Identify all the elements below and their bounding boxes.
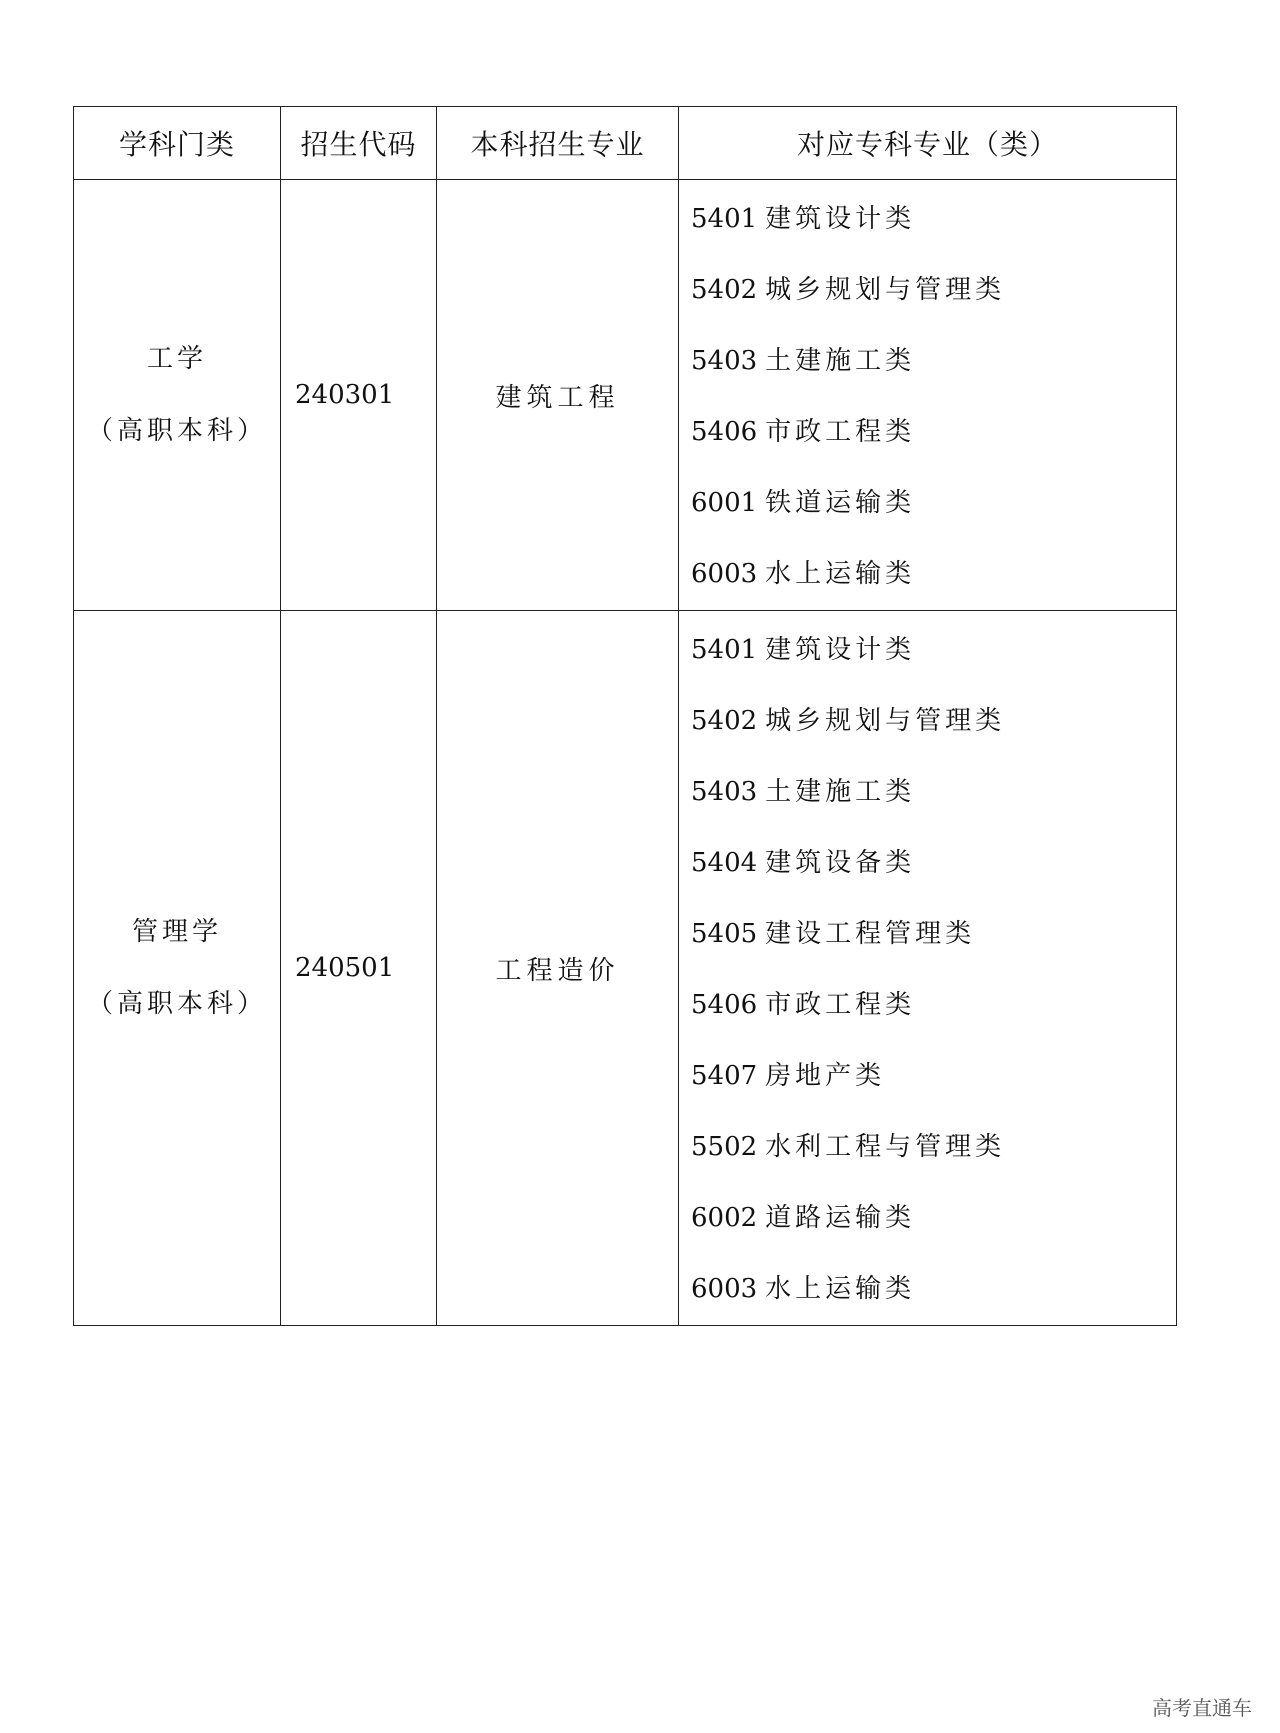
table-header-row — [74, 107, 1177, 180]
specialty-code: 6003 — [691, 559, 758, 589]
header-category: 学科门类 — [74, 107, 281, 180]
specialty-name: 土建施工类 — [765, 777, 916, 807]
specialty-name: 城乡规划与管理类 — [765, 275, 1006, 305]
list-item — [691, 1041, 1176, 1112]
table-row — [74, 180, 1177, 611]
specialty-name: 建筑设计类 — [765, 635, 916, 665]
specialty-name: 城乡规划与管理类 — [765, 706, 1006, 736]
category-note: （高职本科） — [86, 416, 267, 446]
specialty-code: 6002 — [691, 1203, 758, 1233]
list-item — [691, 615, 1176, 686]
header-specialty: 对应专科专业（类） — [679, 107, 1177, 180]
list-item — [691, 539, 1176, 610]
list-item — [691, 1183, 1176, 1254]
watermark-logo: 高考直通车 — [1152, 1696, 1252, 1720]
specialty-name: 土建施工类 — [765, 346, 916, 376]
list-item — [691, 468, 1176, 539]
category-note: （高职本科） — [86, 989, 267, 1019]
list-item — [691, 184, 1176, 255]
enrollment-code: 240301 — [281, 180, 437, 611]
specialty-name: 水上运输类 — [765, 559, 916, 589]
specialty-code: 6003 — [691, 1274, 758, 1304]
specialty-code: 5406 — [691, 417, 758, 447]
specialty-code: 5403 — [691, 777, 758, 807]
list-item — [691, 397, 1176, 468]
specialty-code: 5405 — [691, 919, 758, 949]
specialty-name: 道路运输类 — [765, 1203, 916, 1233]
specialty-code: 5402 — [691, 275, 758, 305]
category-name: 工学 — [146, 344, 207, 374]
specialty-name: 建设工程管理类 — [765, 919, 976, 949]
specialty-name: 水上运输类 — [765, 1274, 916, 1304]
list-item — [691, 255, 1176, 326]
specialty-code: 6001 — [691, 488, 758, 518]
specialty-code: 5406 — [691, 990, 758, 1020]
major-mapping-table — [73, 106, 1177, 1326]
category-cell — [74, 180, 281, 611]
specialty-code: 5401 — [691, 204, 758, 234]
specialty-code: 5401 — [691, 635, 758, 665]
undergraduate-major: 工程造价 — [437, 611, 679, 1326]
enrollment-code: 240501 — [281, 611, 437, 1326]
specialty-code: 5407 — [691, 1061, 758, 1091]
list-item — [691, 828, 1176, 899]
specialty-list-cell — [679, 611, 1177, 1326]
specialty-name: 建筑设计类 — [765, 204, 916, 234]
specialty-name: 房地产类 — [765, 1061, 886, 1091]
specialty-name: 铁道运输类 — [765, 488, 916, 518]
header-code: 招生代码 — [281, 107, 437, 180]
header-major: 本科招生专业 — [437, 107, 679, 180]
specialty-name: 市政工程类 — [765, 417, 916, 447]
specialty-code: 5403 — [691, 346, 758, 376]
specialty-code: 5502 — [691, 1132, 758, 1162]
specialty-code: 5404 — [691, 848, 758, 878]
list-item — [691, 686, 1176, 757]
list-item — [691, 326, 1176, 397]
specialty-name: 水利工程与管理类 — [765, 1132, 1006, 1162]
specialty-code: 5402 — [691, 706, 758, 736]
undergraduate-major: 建筑工程 — [437, 180, 679, 611]
list-item — [691, 1112, 1176, 1183]
specialty-name: 建筑设备类 — [765, 848, 916, 878]
list-item — [691, 757, 1176, 828]
table-row — [74, 611, 1177, 1326]
list-item — [691, 899, 1176, 970]
list-item — [691, 970, 1176, 1041]
specialty-name: 市政工程类 — [765, 990, 916, 1020]
specialty-list — [691, 180, 1176, 610]
category-name: 管理学 — [131, 917, 222, 947]
specialty-list — [691, 611, 1176, 1325]
specialty-list-cell — [679, 180, 1177, 611]
list-item — [691, 1254, 1176, 1325]
category-cell — [74, 611, 281, 1326]
